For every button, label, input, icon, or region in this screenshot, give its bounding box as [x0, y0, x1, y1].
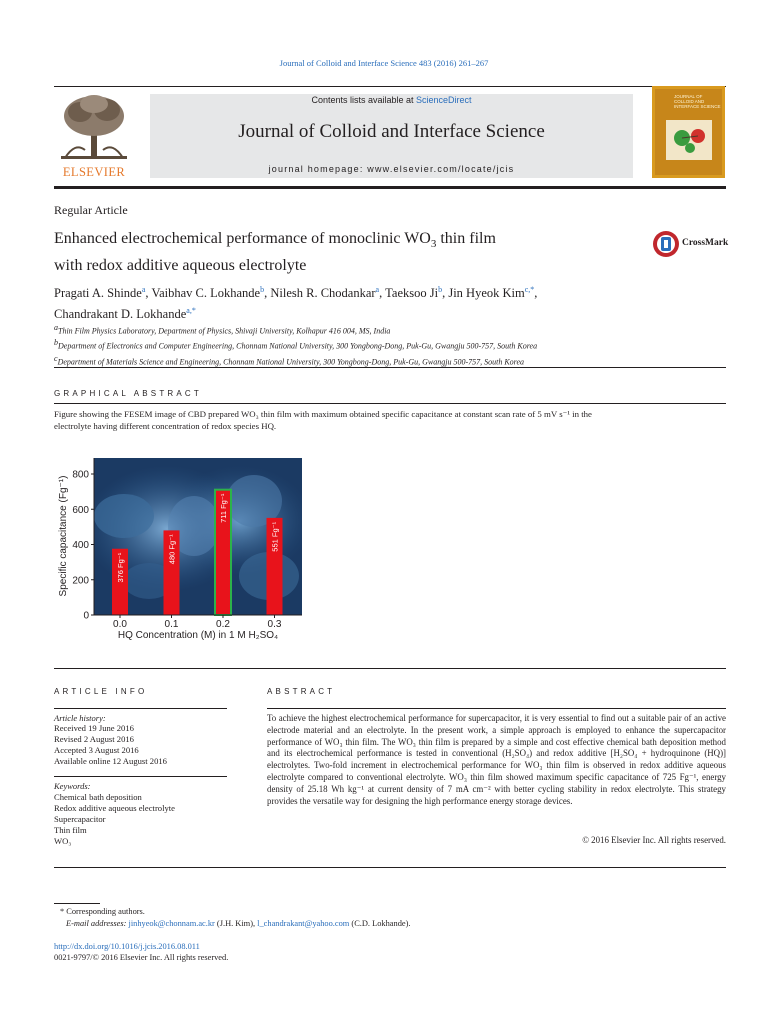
journal-header-box — [150, 94, 633, 178]
graphical-abstract-heading: GRAPHICAL ABSTRACT — [54, 389, 202, 398]
graphical-abstract-chart[interactable] — [54, 456, 304, 646]
keywords-list — [54, 792, 175, 847]
y-tick-label: 0 — [83, 610, 89, 622]
divider — [54, 668, 726, 669]
bar-value-label: 480 Fg⁻¹ — [167, 534, 177, 565]
y-tick-label: 600 — [72, 504, 89, 516]
journal-homepage[interactable]: journal homepage: www.elsevier.com/locate/jcis — [268, 164, 515, 174]
issn-copyright: 0021-9797/© 2016 Elsevier Inc. All rights reserved. — [54, 953, 229, 962]
keyword: Thin film — [54, 825, 87, 835]
chart-svg — [54, 456, 304, 646]
contents-line — [150, 95, 633, 105]
graphical-abstract-caption: Figure showing the FESEM image of CBD prepared WO₃ thin film with maximum obtained specific capacitance at constant scan rate of 5 mV s⁻¹ in the electrolyte having different concentration of redox species HQ. — [54, 409, 592, 431]
y-axis-ticks — [72, 470, 94, 622]
x-axis-ticks — [113, 615, 282, 630]
author: Vaibhav C. Lokhande$^b$, — [151, 285, 271, 301]
y-tick-label: 800 — [72, 469, 89, 481]
journal-citation[interactable]: Journal of Colloid and Interface Science 483 (2016) 261–267 — [279, 58, 489, 68]
article-history-label: Article history: — [54, 713, 106, 723]
divider — [54, 776, 227, 777]
abstract-heading: ABSTRACT — [267, 687, 336, 696]
divider — [54, 403, 726, 404]
contents-prefix: Contents lists available at — [311, 95, 417, 105]
history-item: Accepted 3 August 2016 — [54, 745, 139, 755]
history-item: Revised 2 August 2016 — [54, 734, 134, 744]
elsevier-tree-logo[interactable] — [55, 92, 133, 162]
bar-value-label: 376 Fg⁻¹ — [116, 552, 125, 583]
abstract-text: To achieve the highest electrochemical performance for supercapacitor, it is very essential to find out a suitable pair of an active electrode material and an electrolyte. In the present work, a simple approach is employed to enhance the supercapacitor performance of WO₃ thin film. The WO₃ thin film is prepared by a simple and cost effective chemical bath deposition method and its electrochemical performance is tested in conventional (H₂SO₄) and redox additive [H₂SO₄ + hydroquinone (HQ)] electrolytes. Two-fold increment in electrochemical performance for WO₃ thin film is observed in redox additive aqueous electrolyte compared to conventional electrolyte. WO₃ thin film showed maximum specific capacitance of 725 Fg⁻¹, energy density of 25.18 Wh kg⁻¹ at current density of 7 mA cm⁻² with better cycling stability in redox electrolyte. This strategy provides the versatile way for designing the high performance energy storage devices. — [267, 713, 726, 806]
divider — [54, 367, 726, 368]
x-tick-label: 0.1 — [164, 619, 179, 630]
keyword: Chemical bath deposition — [54, 792, 142, 802]
author: Jin Hyeok Kim$^{c,*}$, — [448, 285, 538, 301]
header-top-rule — [54, 86, 726, 87]
bar-value-label: 711 Fg⁻¹ — [219, 493, 228, 523]
article-history — [54, 723, 167, 767]
title-line-2: with redox additive aqueous electrolyte — [54, 257, 307, 275]
article-title — [54, 228, 624, 277]
email-link-lokhande[interactable]: l_chandrakant@yahoo.com — [257, 919, 350, 928]
cover-title: JOURNAL OF COLLOID AND INTERFACE SCIENCE — [674, 94, 721, 109]
article-type: Regular Article — [54, 203, 128, 217]
journal-cover-image[interactable] — [652, 86, 725, 178]
journal-title: Journal of Colloid and Interface Science — [238, 121, 545, 142]
title-part-2: thin film — [436, 230, 496, 247]
abstract-copyright: © 2016 Elsevier Inc. All rights reserved. — [582, 835, 726, 845]
email-link-kim[interactable]: jinhyeok@chonnam.ac.kr — [128, 919, 215, 928]
crossmark-badge[interactable] — [652, 229, 729, 259]
sciencedirect-link[interactable]: ScienceDirect — [416, 95, 472, 105]
y-tick-label: 400 — [72, 540, 89, 551]
affiliation: $^a$Thin Film Physics Laboratory, Department of Physics, Shivaji University, Kolhapur 416 004, MS, India — [54, 323, 391, 336]
x-tick-label: 0.3 — [267, 619, 282, 630]
crossmark-icon — [652, 229, 680, 259]
x-axis-label: HQ Concentration (M) in 1 M H₂SO₄ — [117, 630, 279, 641]
x-tick-label: 0.0 — [113, 619, 127, 630]
keywords-label: Keywords: — [54, 781, 91, 791]
authors — [54, 281, 714, 323]
divider — [267, 708, 726, 709]
header-bottom-rule — [54, 186, 726, 189]
x-tick-label: 0.2 — [216, 619, 230, 630]
affiliation: $^c$Department of Materials Science and Engineering, Chonnam National University, 300 Yongbong-Dong, Puk-Gu, Gwangju 500-757, South Korea — [54, 353, 525, 367]
crossmark-label: CrossMark — [682, 238, 729, 248]
keyword: Supercapacitor — [54, 814, 106, 824]
history-item: Received 19 June 2016 — [54, 723, 134, 733]
keyword: Redox additive aqueous electrolyte — [54, 803, 175, 813]
divider — [54, 867, 726, 868]
author: Chandrakant D. Lokhande$^{a,*}$ — [54, 306, 196, 322]
title-subscript: 3 — [430, 238, 437, 251]
affiliation: $^b$Department of Electronics and Computer Engineering, Chonnam National University, 300 Yongbong-Dong, Puk-Gu, Gwangju 500-757, South Korea — [54, 338, 538, 352]
doi-link[interactable]: http://dx.doi.org/10.1016/j.jcis.2016.08.011 — [54, 942, 200, 951]
author: Taeksoo Ji$^b$, — [385, 285, 449, 301]
elsevier-wordmark: ELSEVIER — [62, 165, 126, 179]
corresponding-authors-note: * Corresponding authors. — [60, 907, 145, 916]
y-tick-label: 200 — [72, 575, 89, 587]
author: Pragati A. Shinde$^a$, — [54, 285, 152, 301]
keyword: WO₃ — [54, 836, 72, 846]
title-part-1: Enhanced electrochemical performance of monoclinic WO — [54, 230, 431, 247]
y-axis-label: Specific capacitance (Fg⁻¹) — [58, 475, 69, 597]
email-label: E-mail addresses: — [66, 919, 129, 928]
footnote-rule — [54, 903, 100, 904]
email-addresses: E-mail addresses: jinhyeok@chonnam.ac.kr (J.H. Kim), l_chandrakant@yahoo.com (C.D. Lokhande). — [66, 919, 411, 928]
author: Nilesh R. Chodankar$^a$, — [270, 285, 386, 301]
article-info-heading: ARTICLE INFO — [54, 687, 148, 696]
affiliations — [54, 322, 714, 368]
divider — [54, 708, 227, 709]
bar-value-label: 551 Fg⁻¹ — [270, 521, 280, 552]
history-item: Available online 12 August 2016 — [54, 756, 167, 766]
